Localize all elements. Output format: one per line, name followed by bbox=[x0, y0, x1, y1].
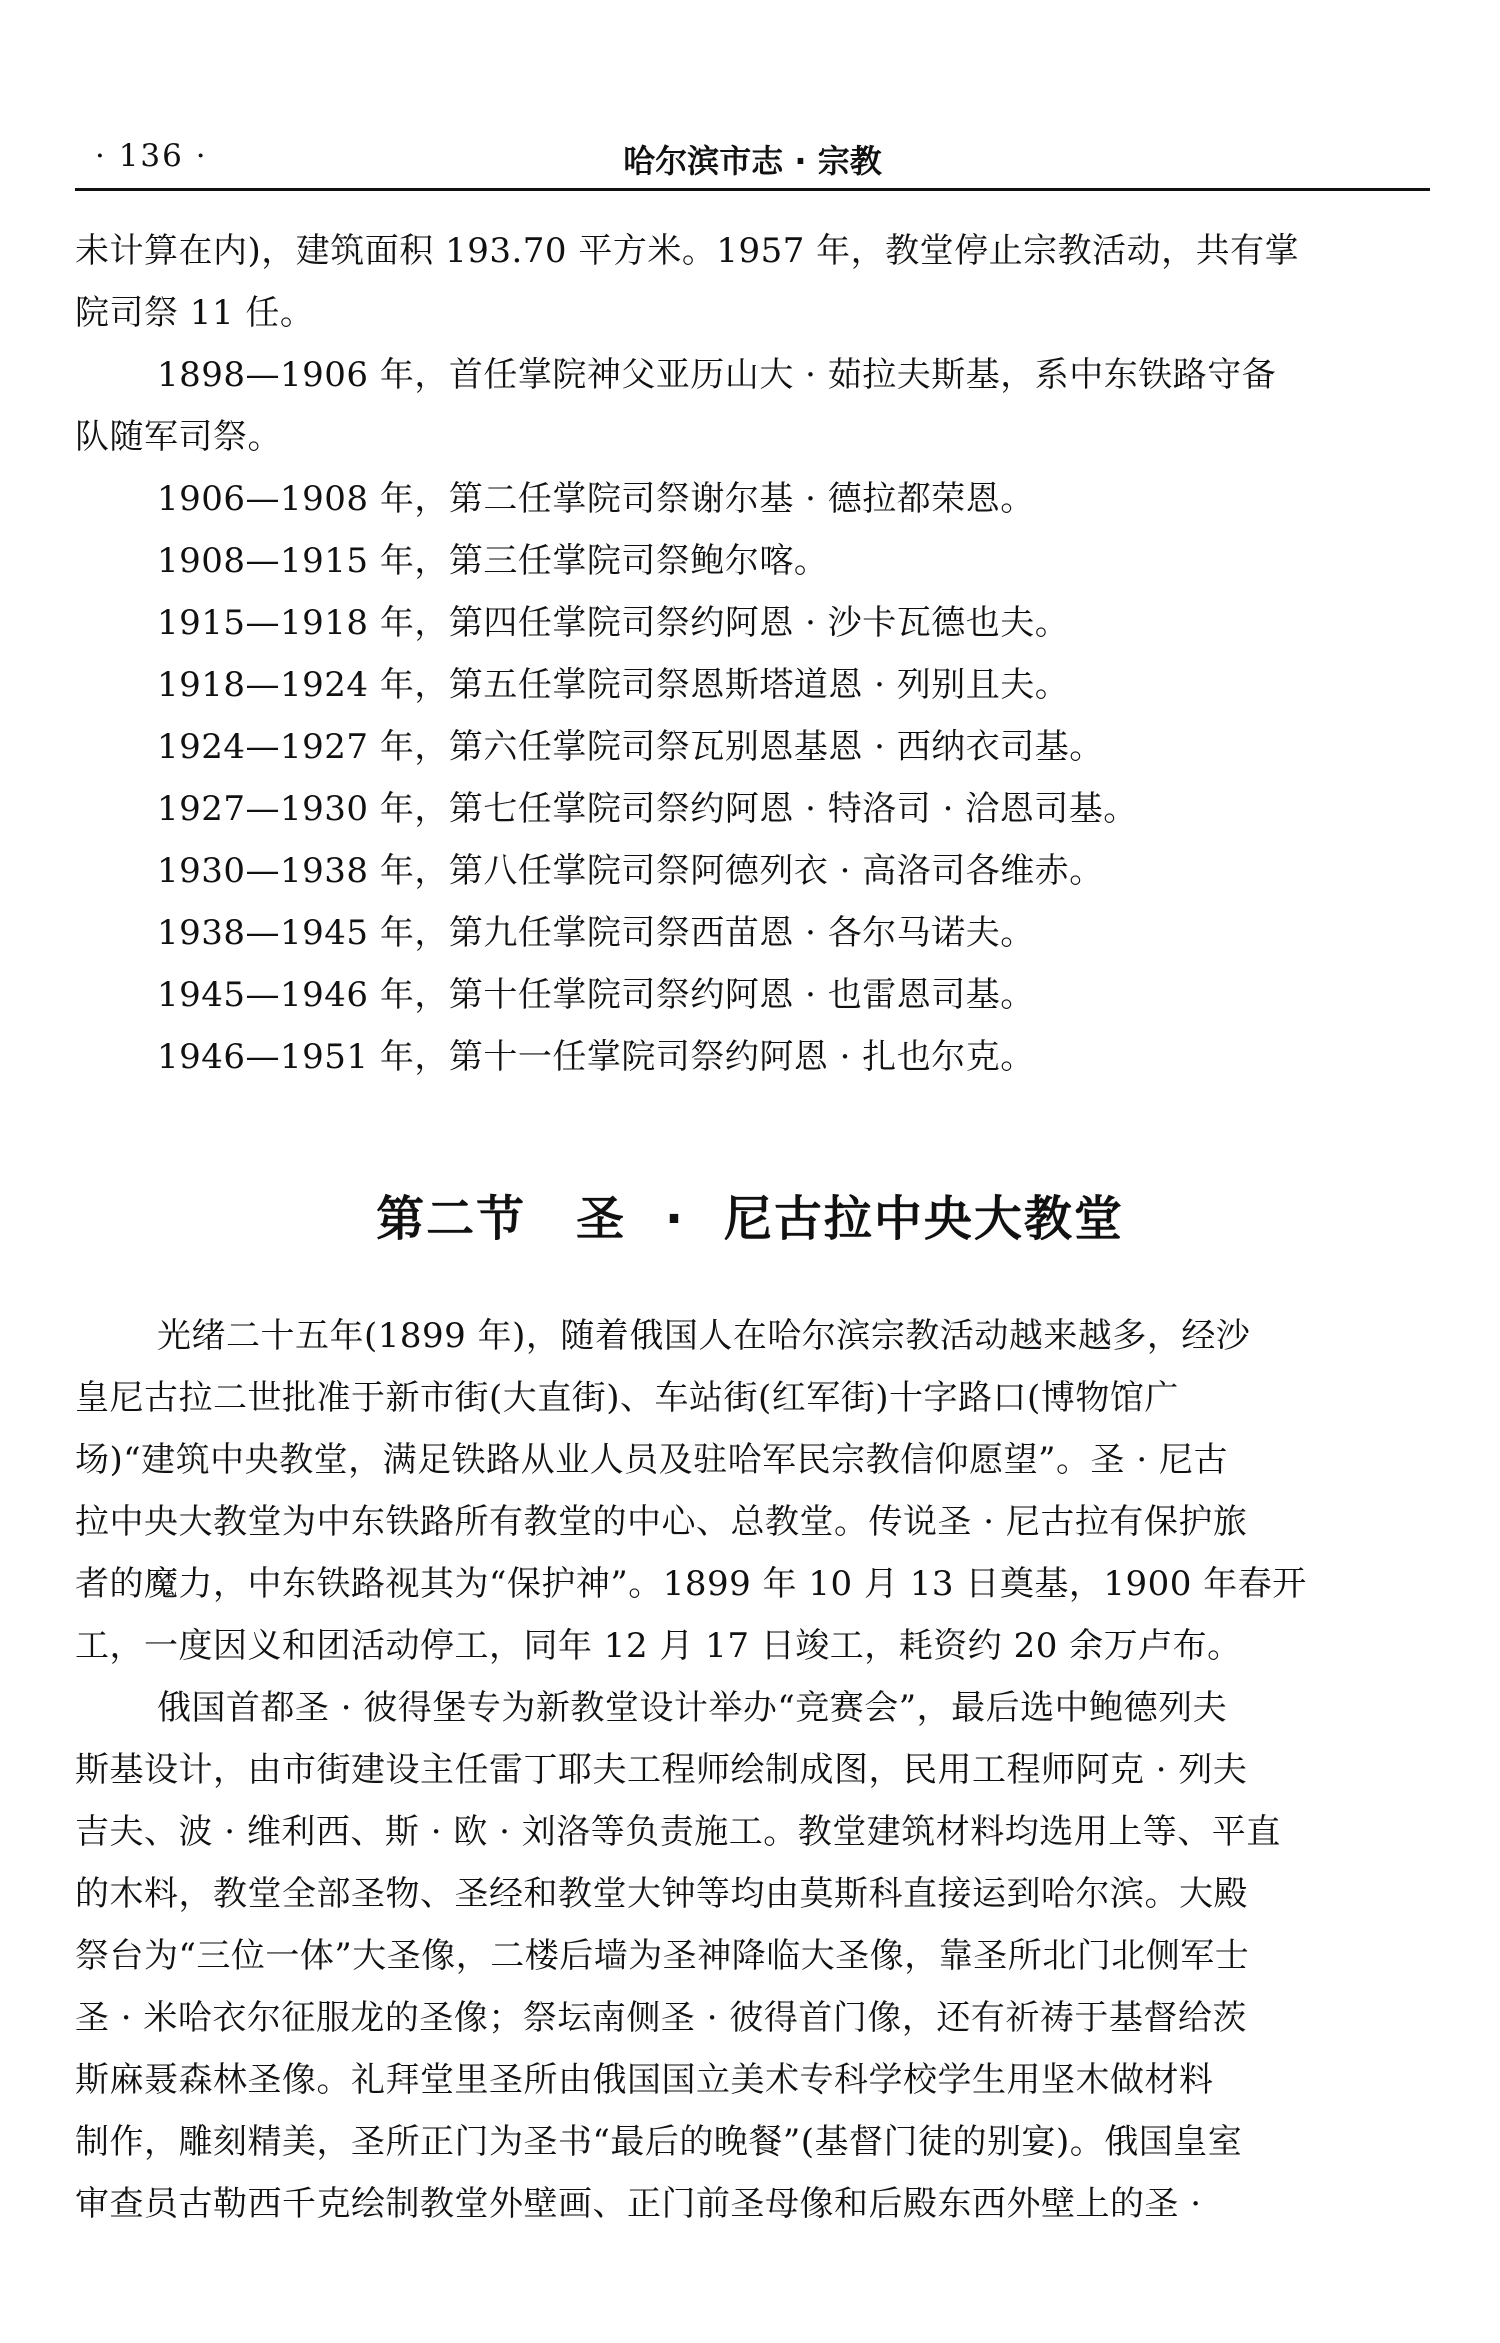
text-line: 光绪二十五年(1899 年)，随着俄国人在哈尔滨宗教活动越来越多，经沙 bbox=[157, 1316, 1251, 1356]
header-rule bbox=[75, 188, 1430, 191]
text-line: 1924—1927 年，第六任掌院司祭瓦别恩基恩 · 西纳衣司基。 bbox=[157, 727, 1104, 767]
text-line: 未计算在内)，建筑面积 193.70 平方米。1957 年，教堂停止宗教活动，共有掌 bbox=[75, 231, 1300, 271]
text-line: 1908—1915 年，第三任掌院司祭鲍尔喀。 bbox=[157, 541, 829, 581]
page-number: · 136 · bbox=[95, 138, 208, 174]
text-line: 制作，雕刻精美，圣所正门为圣书“最后的晚餐”(基督门徒的别宴)。俄国皇室 bbox=[75, 2122, 1243, 2162]
text-line: 队随军司祭。 bbox=[75, 417, 282, 457]
text-line: 1946—1951 年，第十一任掌院司祭约阿恩 · 扎也尔克。 bbox=[157, 1037, 1035, 1077]
section-title: 第二节 圣 · 尼古拉中央大教堂 bbox=[376, 1191, 1124, 1247]
text-line: 1938—1945 年，第九任掌院司祭西苗恩 · 各尔马诺夫。 bbox=[157, 913, 1035, 953]
text-line: 拉中央大教堂为中东铁路所有教堂的中心、总教堂。传说圣 · 尼古拉有保护旅 bbox=[75, 1502, 1248, 1542]
text-line: 院司祭 11 任。 bbox=[75, 293, 315, 333]
running-title: 哈尔滨市志 · 宗教 bbox=[623, 142, 882, 180]
text-line: 斯麻聂森林圣像。礼拜堂里圣所由俄国国立美术专科学校学生用坚木做材料 bbox=[75, 2060, 1214, 2100]
text-line: 斯基设计，由市街建设主任雷丁耶夫工程师绘制成图，民用工程师阿克 · 列夫 bbox=[75, 1750, 1248, 1790]
text-line: 者的魔力，中东铁路视其为“保护神”。1899 年 10 月 13 日奠基，1900 年春开 bbox=[75, 1564, 1307, 1604]
text-line: 1898—1906 年，首任掌院神父亚历山大 · 茹拉夫斯基，系中东铁路守备 bbox=[157, 355, 1277, 395]
page-header bbox=[75, 128, 1430, 188]
text-line: 1930—1938 年，第八任掌院司祭阿德列衣 · 高洛司各维赤。 bbox=[157, 851, 1104, 891]
text-line: 祭台为“三位一体”大圣像，二楼后墙为圣神降临大圣像，靠圣所北门北侧军士 bbox=[75, 1936, 1250, 1976]
body-text-top bbox=[75, 220, 1435, 1088]
text-line: 1918—1924 年，第五任掌院司祭恩斯塔道恩 · 列别且夫。 bbox=[157, 665, 1070, 705]
text-line: 场)“建筑中央教堂，满足铁路从业人员及驻哈军民宗教信仰愿望”。圣 · 尼古 bbox=[75, 1440, 1228, 1480]
text-line: 皇尼古拉二世批准于新市街(大直街)、车站街(红军街)十字路口(博物馆广 bbox=[75, 1378, 1179, 1418]
text-line: 1906—1908 年，第二任掌院司祭谢尔基 · 德拉都荣恩。 bbox=[157, 479, 1035, 519]
text-line: 1927—1930 年，第七任掌院司祭约阿恩 · 特洛司 · 洽恩司基。 bbox=[157, 789, 1138, 829]
text-line: 工，一度因义和团活动停工，同年 12 月 17 日竣工，耗资约 20 余万卢布。 bbox=[75, 1626, 1242, 1666]
text-line: 圣 · 米哈衣尔征服龙的圣像；祭坛南侧圣 · 彼得首门像，还有祈祷于基督给茨 bbox=[75, 1998, 1247, 2038]
text-line: 吉夫、波 · 维利西、斯 · 欧 · 刘洛等负责施工。教堂建筑材料均选用上等、平直 bbox=[75, 1812, 1281, 1852]
text-line: 1945—1946 年，第十任掌院司祭约阿恩 · 也雷恩司基。 bbox=[157, 975, 1035, 1015]
text-line: 审查员古勒西千克绘制教堂外壁画、正门前圣母像和后殿东西外壁上的圣 · bbox=[75, 2184, 1202, 2224]
text-line: 1915—1918 年，第四任掌院司祭约阿恩 · 沙卡瓦德也夫。 bbox=[157, 603, 1070, 643]
body-text-bottom bbox=[75, 1305, 1435, 2235]
text-line: 俄国首都圣 · 彼得堡专为新教堂设计举办“竞赛会”，最后选中鲍德列夫 bbox=[157, 1688, 1228, 1728]
text-line: 的木料，教堂全部圣物、圣经和教堂大钟等均由莫斯科直接运到哈尔滨。大殿 bbox=[75, 1874, 1248, 1914]
